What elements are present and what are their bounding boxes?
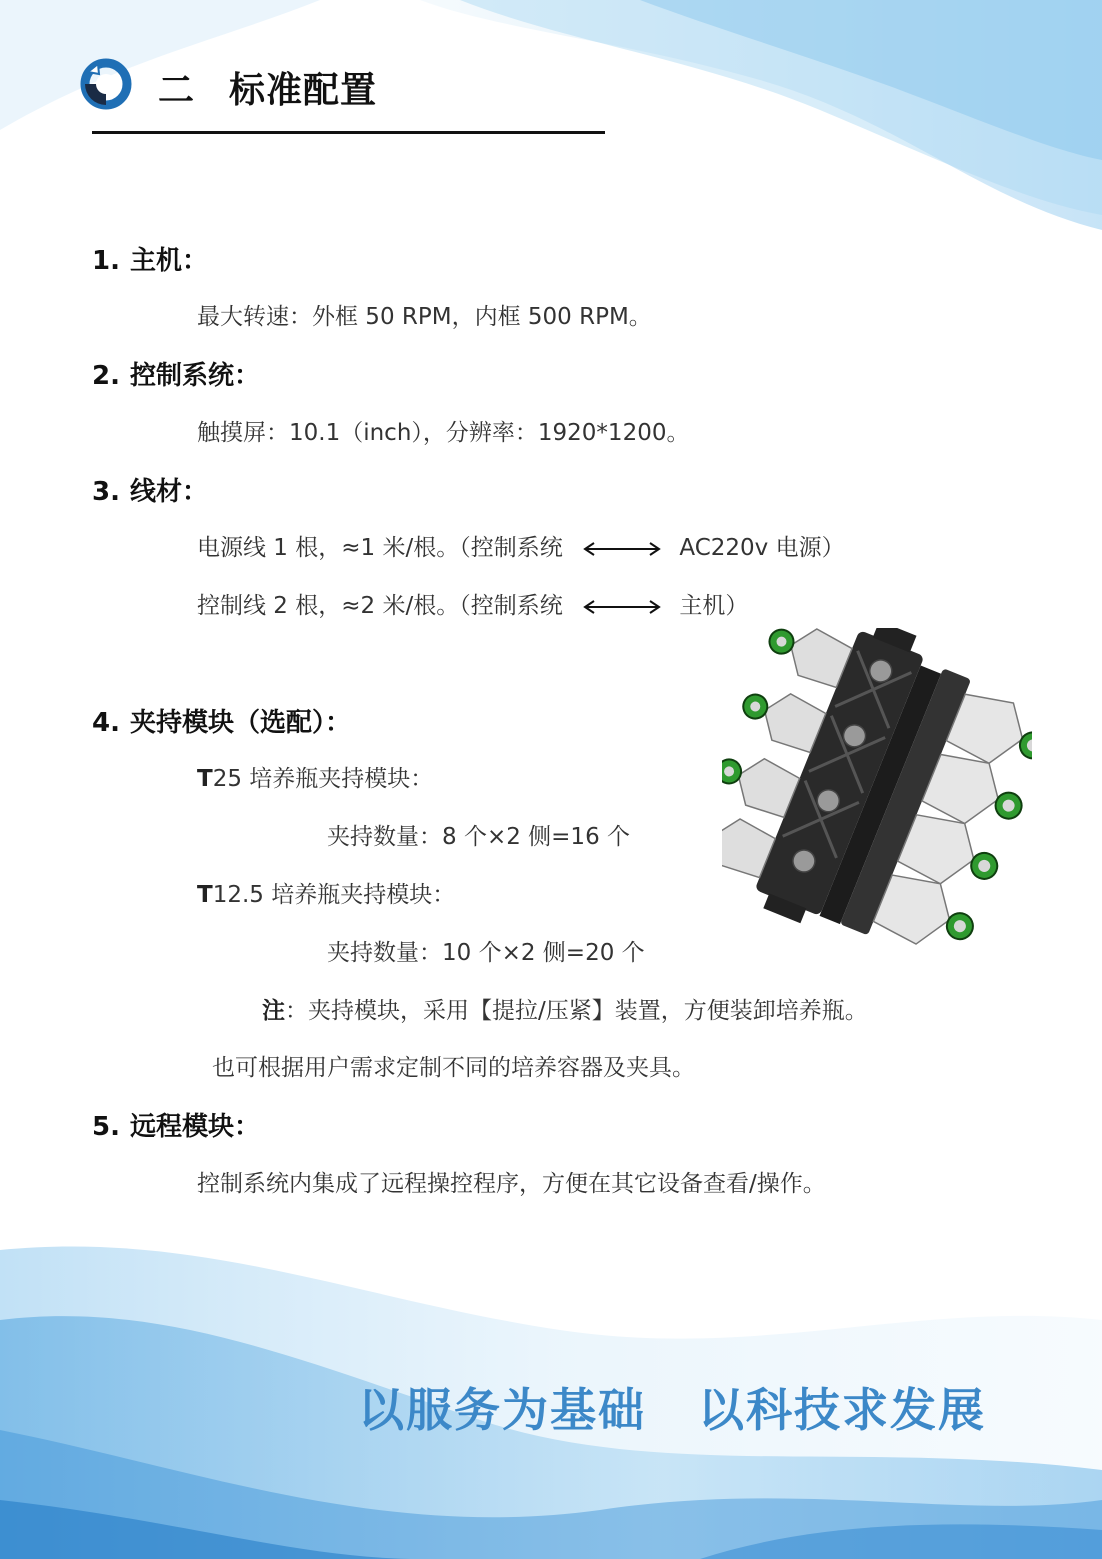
heading-control-system: 2. 控制系统： <box>92 361 261 391</box>
slogan-right: 以科技求发展 <box>698 1383 986 1437</box>
module-t25-count: 夹持数量：8 个×2 侧=16 个 <box>327 824 631 850</box>
slogan-left: 以服务为基础 <box>358 1383 646 1437</box>
module-t125-count: 夹持数量：10 个×2 侧=20 个 <box>327 940 645 966</box>
title-underline <box>92 131 605 134</box>
double-arrow-icon <box>582 600 662 614</box>
module-t25-name: T25 培养瓶夹持模块： <box>197 766 434 792</box>
heading-remote-module: 5. 远程模块： <box>92 1112 261 1142</box>
logo-ring-icon <box>80 58 132 110</box>
heading-clamp-module: 4. 夹持模块（选配）： <box>92 708 352 738</box>
footer-slogan <box>358 1374 986 1440</box>
section-number: 二 <box>158 70 196 111</box>
cable-line-control: 控制线 2 根，≈2 米/根。（控制系统 主机） <box>197 593 749 619</box>
module-note: 注：夹持模块，采用【提拉/压紧】装置，方便装卸培养瓶。 <box>262 998 868 1024</box>
section-title-text: 标准配置 <box>229 70 378 111</box>
host-spec: 最大转速：外框 50 RPM，内框 500 RPM。 <box>197 304 652 330</box>
section-title <box>158 62 377 113</box>
module-note-extra: 也可根据用户需求定制不同的培养容器及夹具。 <box>212 1055 695 1081</box>
heading-host: 1. 主机： <box>92 246 209 276</box>
remote-module-spec: 控制系统内集成了远程操控程序，方便在其它设备查看/操作。 <box>197 1171 826 1197</box>
module-t125-name: T12.5 培养瓶夹持模块： <box>197 882 456 908</box>
heading-cables: 3. 线材： <box>92 477 209 507</box>
control-system-spec: 触摸屏：10.1（inch），分辨率：1920*1200。 <box>197 420 690 446</box>
cable-line-power: 电源线 1 根，≈1 米/根。（控制系统 AC220v 电源） <box>197 535 845 561</box>
clamp-module-image <box>722 628 1032 946</box>
double-arrow-icon <box>582 542 662 556</box>
